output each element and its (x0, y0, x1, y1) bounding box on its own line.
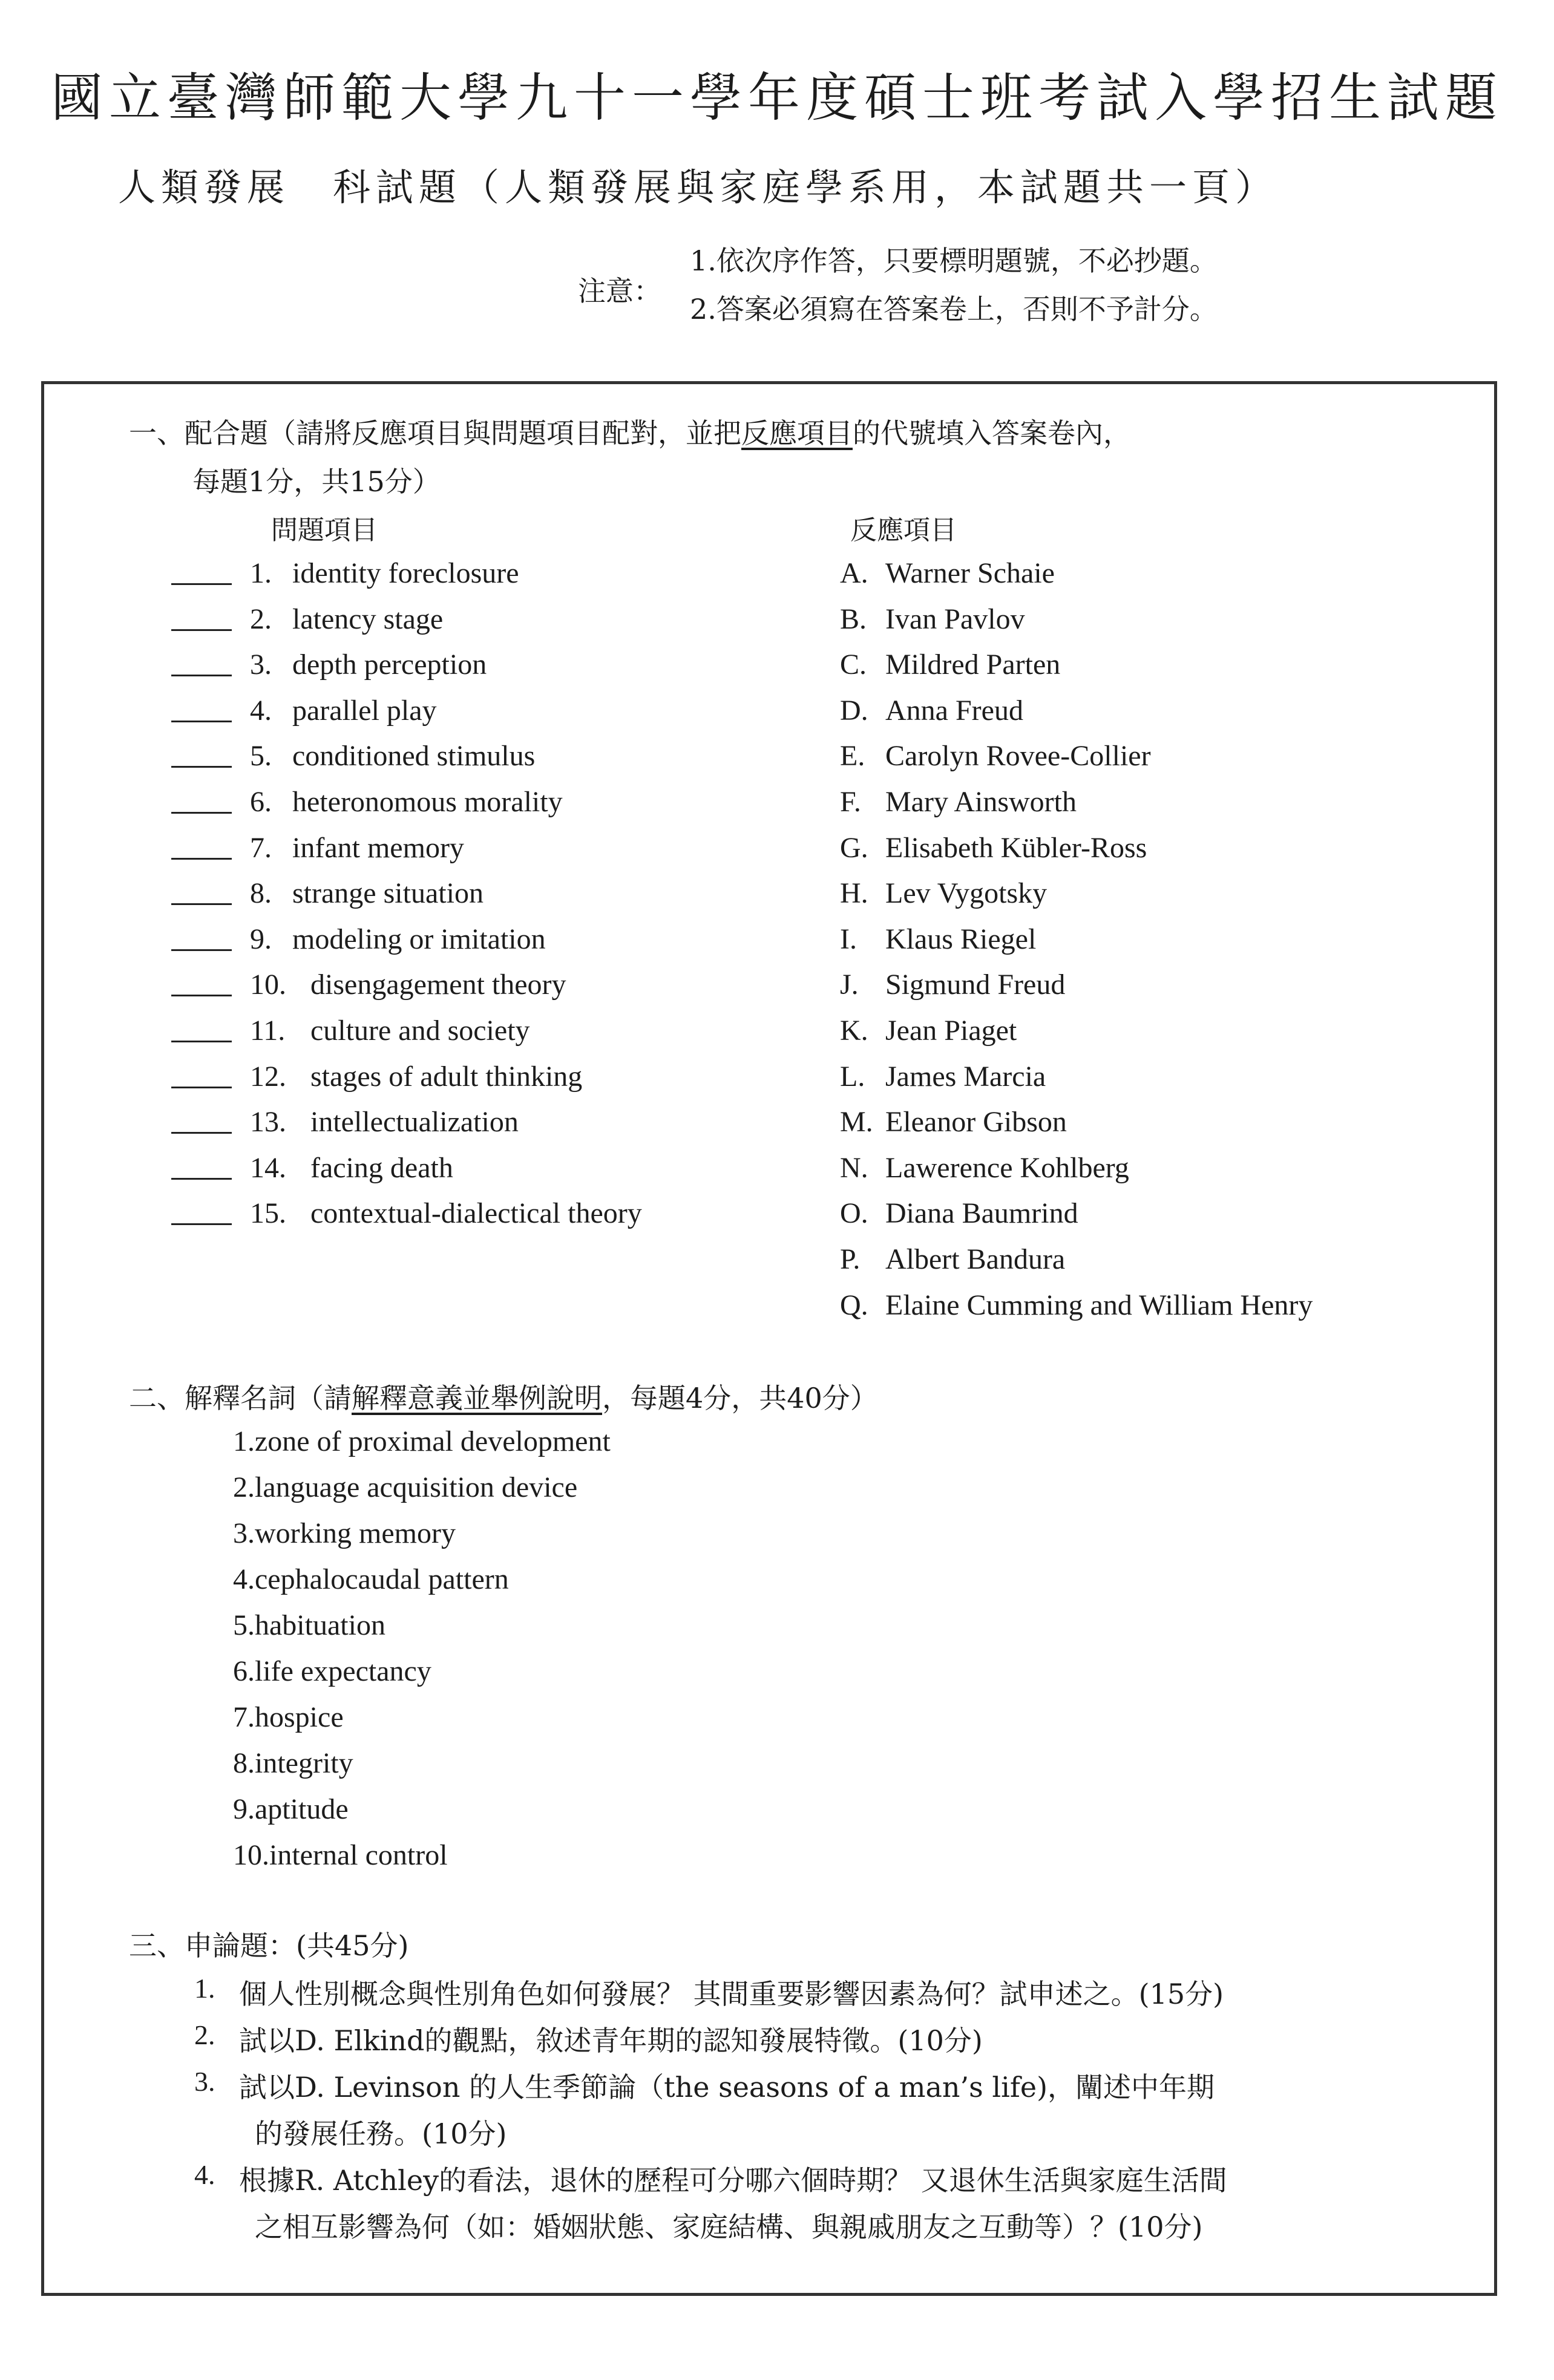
essay-question-line: 之相互影響為何（如：婚姻狀態、家庭結構、與親戚朋友之互動等）？(10分) (255, 2211, 1203, 2243)
response-letter: L. (840, 1060, 865, 1093)
essay-question-line: 試以D. Elkind的觀點，敘述青年期的認知發展特徵。(10分) (239, 2024, 983, 2057)
column-header-questions: 問題項目 (271, 515, 378, 546)
question-text: culture and society (310, 1015, 530, 1047)
answer-blank (171, 812, 232, 814)
essay-question-line: 試以D. Levinson 的人生季節論（the seasons of a man’s life)，闡述中年期 (239, 2071, 1215, 2104)
underlined-phrase: 反應項目 (741, 417, 853, 450)
question-number: 4. (250, 694, 272, 727)
section2-heading: 二、解釋名詞（請解釋意義並舉例說明，每題4分，共40分） (129, 1382, 878, 1414)
essay-number: 1. (194, 1973, 215, 2004)
question-text: identity foreclosure (292, 557, 519, 589)
essay-number: 4. (194, 2159, 215, 2190)
answer-blank (171, 675, 232, 676)
question-text: infant memory (292, 831, 464, 864)
question-number: 2. (250, 603, 272, 635)
question-text: latency stage (292, 603, 444, 635)
question-number: 7. (250, 831, 272, 864)
response-letter: I. (840, 923, 857, 955)
response-name: Carolyn Rovee-Collier (885, 740, 1151, 773)
underlined-phrase: 解釋意義並舉例說明 (352, 1382, 602, 1414)
answer-blank (171, 1223, 232, 1225)
answer-blank (171, 858, 232, 860)
answer-blank (171, 1178, 232, 1180)
response-letter: P. (840, 1243, 861, 1275)
answer-blank (171, 995, 232, 996)
response-letter: E. (840, 740, 865, 773)
response-name: Lev Vygotsky (885, 877, 1047, 910)
response-name: Eleanor Gibson (885, 1106, 1067, 1139)
question-number: 1. (250, 557, 272, 589)
notice-item: 1.依次序作答，只要標明題號，不必抄題。 (690, 244, 1218, 277)
essay-question-line: 個人性別概念與性別角色如何發展？ 其間重要影響因素為何？試申述之。(15分) (239, 1978, 1224, 2010)
question-text: disengagement theory (310, 969, 566, 1001)
response-name: Mildred Parten (885, 649, 1061, 681)
response-letter: B. (840, 603, 867, 635)
response-name: Jean Piaget (885, 1015, 1017, 1047)
response-name: Warner Schaie (885, 557, 1055, 589)
section3-heading: 三、申論題：(共45分) (129, 1929, 409, 1962)
response-letter: Q. (840, 1289, 868, 1321)
term-item: 10.internal control (233, 1839, 448, 1871)
answer-blank (171, 766, 232, 768)
response-letter: F. (840, 786, 861, 818)
question-number: 14. (250, 1151, 286, 1184)
term-item: 1.zone of proximal development (233, 1425, 611, 1457)
exam-subtitle: 人類發展 科試題（人類發展與家庭學系用，本試題共一頁） (118, 165, 1279, 209)
question-number: 3. (250, 649, 272, 681)
question-text: facing death (310, 1151, 453, 1184)
question-number: 10. (250, 969, 286, 1001)
question-text: conditioned stimulus (292, 740, 536, 773)
answer-blank (171, 583, 232, 585)
question-text: stages of adult thinking (310, 1060, 583, 1093)
response-name: Elisabeth Kübler-Ross (885, 831, 1147, 864)
question-number: 13. (250, 1106, 286, 1139)
term-item: 4.cephalocaudal pattern (233, 1563, 509, 1595)
response-letter: D. (840, 694, 868, 727)
column-header-responses: 反應項目 (850, 515, 957, 546)
term-item: 5.habituation (233, 1609, 385, 1641)
question-text: modeling or imitation (292, 923, 546, 955)
response-letter: G. (840, 831, 868, 864)
response-letter: M. (840, 1106, 873, 1139)
essay-question-line: 根據R. Atchley的看法，退休的歷程可分哪六個時期？ 又退休生活與家庭生活間 (239, 2164, 1227, 2197)
question-number: 12. (250, 1060, 286, 1093)
response-name: Klaus Riegel (885, 923, 1037, 955)
answer-blank (171, 1087, 232, 1088)
notice-item: 2.答案必須寫在答案卷上，否則不予計分。 (690, 293, 1218, 325)
essay-question-line: 的發展任務。(10分) (255, 2117, 507, 2150)
response-letter: N. (840, 1151, 868, 1184)
answer-blank (171, 629, 232, 631)
response-letter: K. (840, 1015, 868, 1047)
response-name: Elaine Cumming and William Henry (885, 1289, 1313, 1321)
response-name: Anna Freud (885, 694, 1023, 727)
answer-blank (171, 1041, 232, 1042)
answer-blank (171, 721, 232, 722)
term-item: 7.hospice (233, 1701, 344, 1733)
question-number: 15. (250, 1197, 286, 1230)
question-text: heteronomous morality (292, 786, 563, 818)
response-letter: C. (840, 649, 867, 681)
question-text: parallel play (292, 694, 437, 727)
response-name: James Marcia (885, 1060, 1046, 1093)
response-name: Sigmund Freud (885, 969, 1066, 1001)
section1-heading-line2: 每題1分，共15分） (192, 465, 441, 498)
question-text: intellectualization (310, 1106, 519, 1139)
essay-number: 2. (194, 2019, 215, 2050)
question-text: contextual-dialectical theory (310, 1197, 642, 1230)
response-name: Mary Ainsworth (885, 786, 1077, 818)
question-frame (41, 381, 1497, 2296)
response-name: Albert Bandura (885, 1243, 1066, 1275)
question-number: 11. (250, 1015, 286, 1047)
answer-blank (171, 949, 232, 951)
term-item: 3.working memory (233, 1517, 456, 1549)
term-item: 6.life expectancy (233, 1655, 431, 1687)
response-letter: H. (840, 877, 868, 910)
exam-title: 國立臺灣師範大學九十一學年度碩士班考試入學招生試題 (51, 68, 1503, 128)
response-letter: O. (840, 1197, 868, 1230)
question-number: 5. (250, 740, 272, 773)
response-letter: A. (840, 557, 868, 589)
question-number: 6. (250, 786, 272, 818)
term-item: 8.integrity (233, 1747, 353, 1779)
response-letter: J. (840, 969, 859, 1001)
response-name: Ivan Pavlov (885, 603, 1025, 635)
term-item: 9.aptitude (233, 1793, 349, 1825)
notice-label: 注意： (578, 275, 661, 307)
question-text: strange situation (292, 877, 484, 910)
term-item: 2.language acquisition device (233, 1471, 578, 1503)
essay-number: 3. (194, 2066, 215, 2097)
section1-heading: 一、配合題（請將反應項目與問題項目配對，並把反應項目的代號填入答案卷內， (129, 417, 1131, 450)
answer-blank (171, 1132, 232, 1134)
question-text: depth perception (292, 649, 487, 681)
question-number: 9. (250, 923, 272, 955)
answer-blank (171, 903, 232, 905)
response-name: Lawerence Kohlberg (885, 1151, 1129, 1184)
response-name: Diana Baumrind (885, 1197, 1078, 1230)
question-number: 8. (250, 877, 272, 910)
